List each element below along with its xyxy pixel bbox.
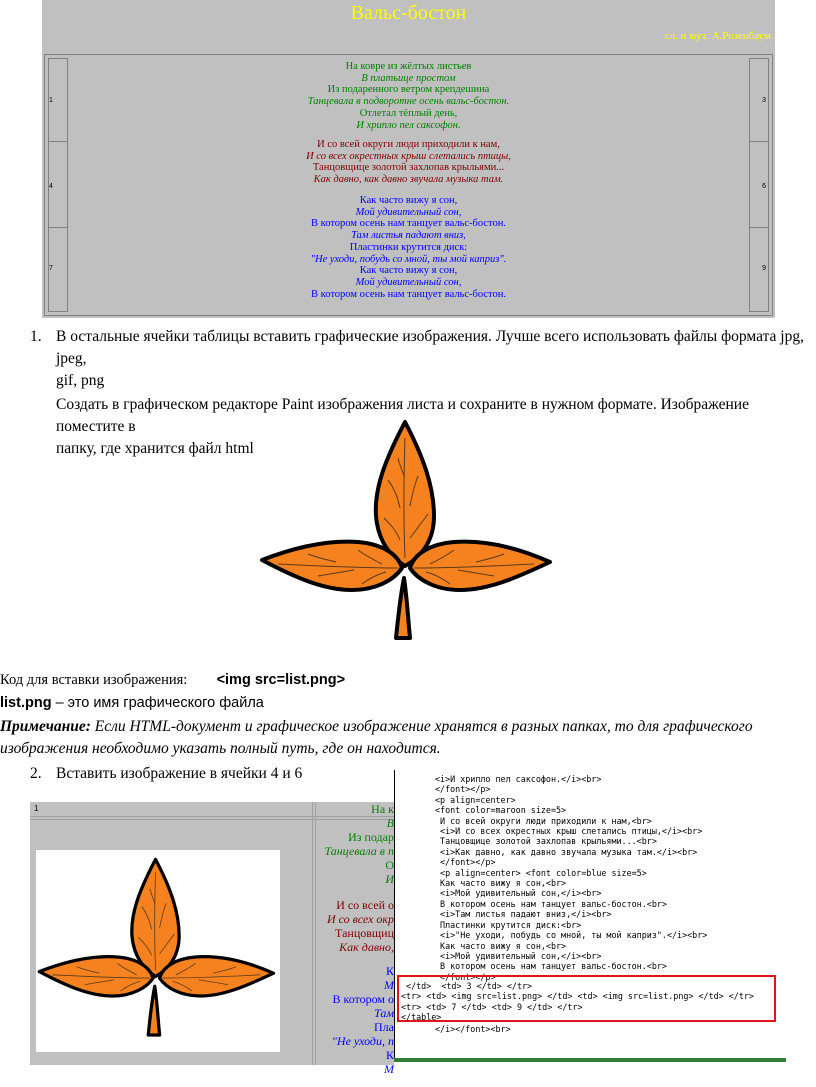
stanza-maroon xyxy=(69,139,748,186)
step-number: 2. xyxy=(30,765,42,782)
poem-line: Танцовщице золотой захлопав крыльями... xyxy=(312,162,505,174)
poem-line: На к xyxy=(371,802,394,816)
code-line: </i></font><br> xyxy=(435,1023,511,1034)
code-line: Танцовщице золотой захлопав крыльями...<br> xyxy=(435,836,657,847)
poem-line: В платьице простом xyxy=(361,72,456,84)
poem-line: И со всех окр xyxy=(326,912,394,926)
code-line: <i>Мой удивительный сон,</i><br> xyxy=(435,950,602,961)
poem-line: Танцовщиц xyxy=(335,926,394,940)
step-1-line: В остальные ячейки таблицы вставить графические изображения. Лучше всего использовать файлы формата jpg, jpeg, xyxy=(56,328,804,367)
leaf-stem xyxy=(396,578,410,638)
stanza-green xyxy=(69,61,748,131)
stanza-blue xyxy=(69,195,748,300)
highlight-box xyxy=(397,975,776,1022)
code-line: <tr> <td> 7 </td> <td> 9 </td> </tr> xyxy=(401,1001,583,1012)
poem-line: Танцевала в п xyxy=(324,844,394,858)
poem-line: Мой удивительный сон, xyxy=(355,206,462,218)
file-desc: – это имя графического файла xyxy=(51,695,264,711)
poem-line: Там xyxy=(374,1006,394,1020)
editor-status-bar xyxy=(394,1058,786,1062)
table-right-column xyxy=(749,58,769,312)
poem-line: О xyxy=(385,858,394,872)
code-label: Код для вставки изображения: xyxy=(0,672,188,688)
code-line: <tr> <td> <img src=list.png> </td> <td> <img src=list.png> </td> </tr> xyxy=(401,991,754,1002)
code-line: </td> <td> 3 </td> </tr> xyxy=(401,981,533,991)
cell-divider xyxy=(48,227,68,228)
poem-line: В котором осень нам танцует вальс-бостон. xyxy=(311,218,506,230)
code-line: </font></p> xyxy=(435,857,496,868)
cell-number: 4 xyxy=(49,183,53,190)
cell-number: 1 xyxy=(49,97,53,104)
song-author: сл. и муз. А.Розенбаум xyxy=(664,30,771,42)
code-line: </table> xyxy=(401,1012,442,1023)
poem-line: В xyxy=(386,816,394,830)
poem-line: Как давно, xyxy=(339,940,394,954)
code-line: <i>Там листья падают вниз,</i><br> xyxy=(435,909,612,920)
leaf-left xyxy=(262,542,402,590)
poem-line: М xyxy=(384,1062,394,1076)
poem-line: Пла xyxy=(374,1020,394,1034)
code-line: <i>Мой удивительный сон,</i><br> xyxy=(435,888,602,899)
song-title: Вальс-бостон xyxy=(350,2,467,24)
code-line: <i>Как давно, как давно звучала музыка там.</i><br> xyxy=(435,846,698,857)
poem-line: М xyxy=(384,978,394,992)
lyrics-table xyxy=(44,54,773,316)
step-1-line: gif, png xyxy=(56,372,105,389)
note-label: Примечание: xyxy=(0,718,91,735)
cell-number: 7 xyxy=(49,265,53,272)
cell-number: 3 xyxy=(762,97,766,104)
code-line: И со всей округи люди приходили к нам,<br> xyxy=(435,815,652,826)
leaf-drawing xyxy=(262,422,550,638)
code-line: <p align=center> <font color=blue size=5> xyxy=(435,867,647,878)
step-1-line: Создать в графическом редакторе Paint изображения листа и сохраните в нужном формате. Изображение поместите в xyxy=(56,396,749,435)
poem-line: В котором осень нам танцует вальс-бостон. xyxy=(311,288,506,300)
poem-line: Из подаренного ветром крепдешина xyxy=(327,84,490,96)
cell-number: 1 xyxy=(34,804,39,813)
note-text: изображения необходимо указать полный путь, где он находится. xyxy=(0,740,441,757)
cell-divider xyxy=(48,141,68,142)
code-line: <p align=center> xyxy=(435,794,516,805)
step-number: 1. xyxy=(30,328,42,345)
poem-line: Как давно, как давно звучала музыка там. xyxy=(313,174,504,186)
poem-line: "Не уходи, побудь со мной, ты мой каприз". xyxy=(310,253,507,265)
poem-line: Мой удивительный сон, xyxy=(355,276,462,288)
code-line: В котором осень нам танцует вальс-бостон.<br> xyxy=(435,898,667,909)
poem-line: Как часто вижу я сон, xyxy=(359,195,458,206)
cell-number: 9 xyxy=(762,265,766,272)
step-2-text: Вставить изображение в ячейки 4 и 6 xyxy=(56,765,303,782)
poem-line: И со всей округи люди приходили к нам, xyxy=(317,139,500,150)
poem-line: И хрипло пел саксофон. xyxy=(356,119,461,131)
code-line: <i>И со всех окрестных крыш слетались птицы,</i><br> xyxy=(435,826,703,837)
highlighted-code xyxy=(401,981,754,1023)
rendered-page-screenshot xyxy=(42,0,775,318)
poem-line: На ковре из жёлтых листьев xyxy=(345,61,472,72)
poem-line: К xyxy=(385,1048,394,1062)
note xyxy=(0,716,814,760)
poem-line: В котором о xyxy=(332,992,394,1006)
poem-line: Танцевала в подворотне осень вальс-бостон. xyxy=(307,96,510,108)
step-1-line: папку, где хранится файл html xyxy=(56,440,254,457)
code-line: Как часто вижу я сон,<br> xyxy=(435,940,567,951)
file-caption xyxy=(0,695,264,711)
poem-line: Там листья падают вниз, xyxy=(351,230,466,242)
code-line: </font></p> xyxy=(435,784,491,795)
code-line: Как часто вижу я сон,<br> xyxy=(435,878,567,889)
code-line: <font color=maroon size=5> xyxy=(435,805,567,816)
code-line: В котором осень нам танцует вальс-бостон.<br> xyxy=(435,961,667,972)
poem-line: Как часто вижу я сон, xyxy=(359,265,458,277)
poem-line: Отлетал тёплый день, xyxy=(359,107,458,119)
code-line: <i>"Не уходи, побудь со мной, ты мой каприз".</i><br> xyxy=(435,930,708,941)
cell-divider xyxy=(749,227,769,228)
code-line: Пластинки крутится диск:<br> xyxy=(435,919,582,930)
poem-line: "Не уходи, п xyxy=(331,1034,394,1048)
leaf-right xyxy=(410,542,550,590)
cell-divider xyxy=(749,141,769,142)
code-line: <i>И хрипло пел саксофон.</i><br> xyxy=(435,774,602,784)
step-2 xyxy=(30,763,303,785)
leaf-image xyxy=(258,418,558,644)
note-text: Если HTML-документ и графическое изображение хранятся в разных папках, то для графического xyxy=(90,718,753,735)
cell-number: 6 xyxy=(762,183,766,190)
code-caption xyxy=(0,672,345,689)
code-value: <img src=list.png> xyxy=(216,672,346,688)
browser-preview xyxy=(30,802,394,1076)
code-line: </font></p> xyxy=(435,971,496,982)
poem-line: Пластинки крутится диск: xyxy=(349,241,468,253)
poem-line: К xyxy=(385,964,394,978)
poem-line: И со всей о xyxy=(336,898,394,912)
poem-line: Из подар xyxy=(348,830,394,844)
cropped-poem xyxy=(30,802,394,1076)
file-name: list.png xyxy=(0,695,52,711)
poem-line: И со всех окрестных крыш слетались птицы, xyxy=(306,150,511,162)
poem-line: И xyxy=(385,872,394,886)
